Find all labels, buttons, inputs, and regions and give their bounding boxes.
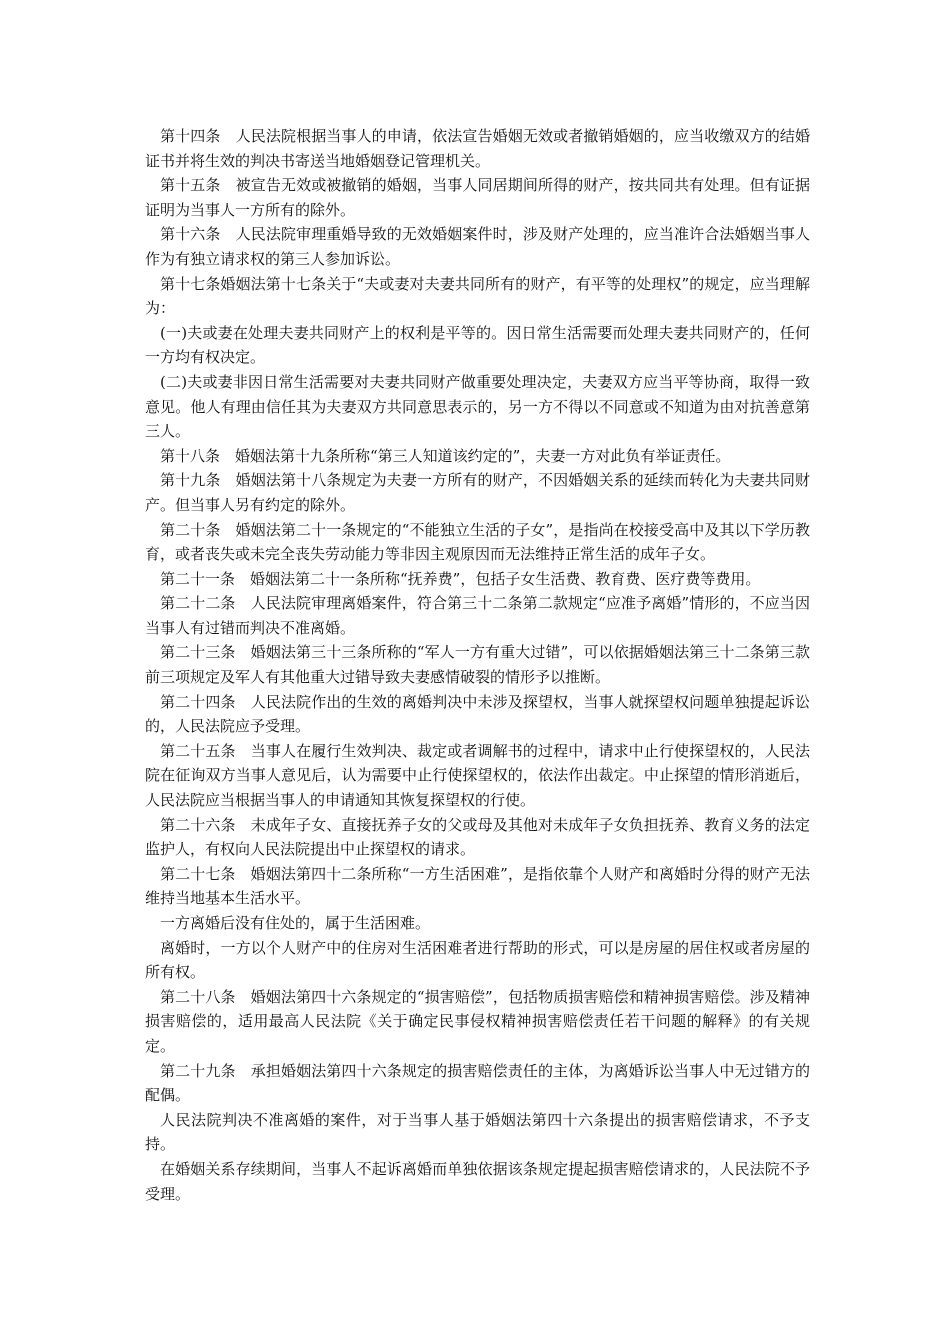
article-20: 第二十条 婚姻法第二十一条规定的“不能独立生活的子女”，是指尚在校接受高中及其以下学历教育，或者丧失或未完全丧失劳动能力等非因主观原因而无法维持正常生活的成年子女。 xyxy=(145,520,810,564)
article-17-item-2: (二)夫或妻非因日常生活需要对夫妻共同财产做重要处理决定，夫妻双方应当平等协商，取得一致意见。他人有理由信任其为夫妻双方共同意思表示的，另一方不得以不同意或不知道为由对抗善意第三人。 xyxy=(145,372,810,441)
article-27-para-3: 离婚时，一方以个人财产中的住房对生活困难者进行帮助的形式，可以是房屋的居住权或者房屋的所有权。 xyxy=(145,938,810,982)
article-16: 第十六条 人民法院审理重婚导致的无效婚姻案件时，涉及财产处理的，应当准许合法婚姻当事人作为有独立请求权的第三人参加诉讼。 xyxy=(145,225,810,268)
article-29-para-2: 人民法院判决不准离婚的案件，对于当事人基于婚姻法第四十六条提出的损害赔偿请求，不予支持。 xyxy=(145,1110,810,1154)
article-25: 第二十五条 当事人在履行生效判决、裁定或者调解书的过程中，请求中止行使探望权的，人民法院在征询双方当事人意见后，认为需要中止行使探望权的，依法作出裁定。中止探望的情形消逝后，人民法院应当根据当事人的申请通知其恢复探望权的行使。 xyxy=(145,741,810,810)
article-28: 第二十八条 婚姻法第四十六条规定的“损害赔偿”，包括物质损害赔偿和精神损害赔偿。涉及精神损害赔偿的，适用最高人民法院《关于确定民事侵权精神损害赔偿责任若干问题的解释》的有关规定。 xyxy=(145,987,810,1055)
article-27-para-2: 一方离婚后没有住处的，属于生活困难。 xyxy=(160,914,431,932)
article-19: 第十九条 婚姻法第十八条规定为夫妻一方所有的财产，不因婚姻关系的延续而转化为夫妻共同财产。但当事人另有约定的除外。 xyxy=(145,471,810,514)
article-17: 第十七条婚姻法第十七条关于“夫或妻对夫妻共同所有的财产，有平等的处理权”的规定，应当理解为： xyxy=(145,274,810,318)
article-14: 第十四条 人民法院根据当事人的申请，依法宣告婚姻无效或者撤销婚姻的，应当收缴双方的结婚证书并将生效的判决书寄送当地婚姻登记管理机关。 xyxy=(145,127,810,170)
article-17-item-1: (一)夫或妻在处理夫妻共同财产上的权利是平等的。因日常生活需要而处理夫妻共同财产的，任何一方均有权决定。 xyxy=(145,323,810,367)
article-23: 第二十三条 婚姻法第三十三条所称的“军人一方有重大过错”，可以依据婚姻法第三十二条第三款前三项规定及军人有其他重大过错导致夫妻感情破裂的情形予以推断。 xyxy=(145,643,810,687)
article-29: 第二十九条 承担婚姻法第四十六条规定的损害赔偿责任的主体，为离婚诉讼当事人中无过错方的配偶。 xyxy=(145,1061,810,1105)
article-22: 第二十二条 人民法院审理离婚案件，符合第三十二条第二款规定“应准予离婚”情形的，不应当因当事人有过错而判决不准离婚。 xyxy=(145,594,810,637)
article-24: 第二十四条 人民法院作出的生效的离婚判决中未涉及探望权，当事人就探望权问题单独提起诉讼的，人民法院应予受理。 xyxy=(145,692,810,736)
article-15: 第十五条 被宣告无效或被撤销的婚姻，当事人同居期间所得的财产，按共同共有处理。但有证据证明为当事人一方所有的除外。 xyxy=(145,176,810,219)
article-18: 第十八条 婚姻法第十九条所称“第三人知道该约定的”，夫妻一方对此负有举证责任。 xyxy=(160,446,731,465)
article-21: 第二十一条 婚姻法第二十一条所称“抚养费”，包括子女生活费、教育费、医疗费等费用。 xyxy=(160,569,761,588)
article-29-para-3: 在婚姻关系存续期间，当事人不起诉离婚而单独依据该条规定提起损害赔偿请求的，人民法院不予受理。 xyxy=(145,1159,810,1203)
article-26: 第二十六条 未成年子女、直接抚养子女的父或母及其他对未成年子女负担抚养、教育义务的法定监护人，有权向人民法院提出中止探望权的请求。 xyxy=(145,815,810,859)
document-body xyxy=(145,124,810,1206)
article-27: 第二十七条 婚姻法第四十二条所称“一方生活困难”，是指依靠个人财产和离婚时分得的财产无法维持当地基本生活水平。 xyxy=(145,864,810,908)
